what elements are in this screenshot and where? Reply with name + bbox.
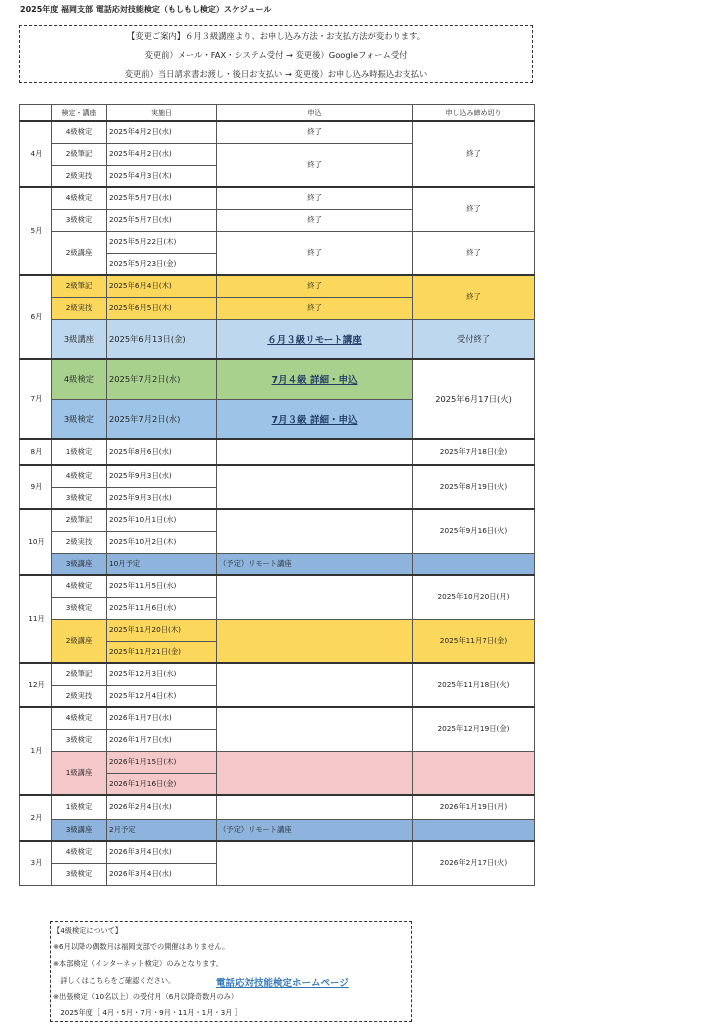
apply-cell: 終了 <box>217 297 413 319</box>
june-remote-course-link[interactable]: ６月３級リモート講座 <box>267 334 362 346</box>
exam-cell: 2級講座 <box>52 619 107 663</box>
apply-link-cell <box>217 359 413 399</box>
date-cell: 2026年1月15日(木) <box>107 751 217 773</box>
exam-cell: 3級講座 <box>52 819 107 841</box>
date-cell: 2025年4月2日(水) <box>107 143 217 165</box>
apply-cell <box>217 707 413 751</box>
exam-cell: 1級講座 <box>52 751 107 795</box>
date-cell: 2025年6月5日(木) <box>107 297 217 319</box>
exam-cell: 4級検定 <box>52 187 107 209</box>
deadline-cell: 2025年6月17日(火) <box>413 359 535 439</box>
header-cell: 実施日 <box>107 105 217 122</box>
table-header <box>20 105 535 122</box>
info-line: ※出張検定（10名以上）の受付月（6月以降奇数月のみ） <box>53 992 239 1001</box>
apply-link-cell <box>217 319 413 359</box>
info-line: 【4級検定について】 <box>53 926 123 935</box>
info-line: ※本部検定（インターネット検定）のみとなります。 <box>53 959 224 968</box>
deadline-cell: 2025年11月18日(火) <box>413 663 535 707</box>
apply-cell: 終了 <box>217 143 413 187</box>
notice-line: 変更前）メール・FAX・システム受付 → 変更後）Googleフォーム受付 <box>144 50 408 60</box>
table-row <box>20 841 535 863</box>
deadline-cell <box>413 751 535 795</box>
apply-cell: 終了 <box>217 187 413 209</box>
schedule-table <box>19 104 535 886</box>
date-cell: 2025年10月1日(水) <box>107 509 217 531</box>
apply-link-cell <box>217 399 413 439</box>
deadline-cell: 2025年10月20日(月) <box>413 575 535 619</box>
apply-cell: （予定）リモート講座 <box>217 819 413 841</box>
exam-cell: 2級講座 <box>52 231 107 275</box>
header-cell: 検定・講座 <box>52 105 107 122</box>
table-row <box>20 187 535 209</box>
deadline-cell: 2025年8月19日(火) <box>413 465 535 509</box>
month-cell: 12月 <box>20 663 52 707</box>
apply-cell <box>217 841 413 885</box>
date-cell: 2025年4月2日(水) <box>107 121 217 143</box>
header-cell: 申し込み締め切り <box>413 105 535 122</box>
deadline-cell: 終了 <box>413 187 535 231</box>
deadline-cell: 2026年1月19日(月) <box>413 795 535 819</box>
date-cell: 2025年7月2日(水) <box>107 359 217 399</box>
exam-cell: 3級検定 <box>52 209 107 231</box>
apply-cell <box>217 465 413 509</box>
date-cell: 2026年1月7日(水) <box>107 729 217 751</box>
deadline-cell: 受付終了 <box>413 319 535 359</box>
deadline-cell: 終了 <box>413 275 535 319</box>
month-cell: 9月 <box>20 465 52 509</box>
exam-cell: 3級検定 <box>52 863 107 885</box>
exam-cell: 4級検定 <box>52 121 107 143</box>
deadline-cell: 終了 <box>413 121 535 187</box>
date-cell: 2025年6月13日(金) <box>107 319 217 359</box>
deadline-cell: 終了 <box>413 231 535 275</box>
exam-cell: 3級講座 <box>52 319 107 359</box>
notice-line: 変更前）当日請求書お渡し・後日お支払い → 変更後）お申し込み時振込お支払い <box>124 69 428 79</box>
exam-cell: 2級実技 <box>52 685 107 707</box>
exam-cell: 1級検定 <box>52 795 107 819</box>
month-cell: 7月 <box>20 359 52 439</box>
date-cell: 2026年3月4日(水) <box>107 863 217 885</box>
exam-cell: 4級検定 <box>52 465 107 487</box>
apply-cell <box>217 509 413 553</box>
date-cell: 2025年11月5日(水) <box>107 575 217 597</box>
month-cell: 5月 <box>20 187 52 275</box>
table-row <box>20 751 535 773</box>
deadline-cell: 2025年12月19日(金) <box>413 707 535 751</box>
table-row <box>20 319 535 359</box>
exam-cell: 4級検定 <box>52 707 107 729</box>
date-cell: 2025年8月6日(水) <box>107 439 217 465</box>
header-cell: 申込 <box>217 105 413 122</box>
table-row <box>20 707 535 729</box>
table-row <box>20 819 535 841</box>
date-cell: 2025年4月3日(木) <box>107 165 217 187</box>
month-cell: 8月 <box>20 439 52 465</box>
date-cell: 2025年9月3日(水) <box>107 465 217 487</box>
exam-cell: 2級筆記 <box>52 509 107 531</box>
table-row <box>20 619 535 641</box>
month-cell: 10月 <box>20 509 52 575</box>
exam-cell: 2級筆記 <box>52 663 107 685</box>
table-row <box>20 121 535 143</box>
exam-cell: 3級検定 <box>52 597 107 619</box>
deadline-cell: 2026年2月17日(火) <box>413 841 535 885</box>
table-row <box>20 231 535 253</box>
july-level4-apply-link[interactable]: 7月４級 詳細・申込 <box>271 375 358 387</box>
exam-cell: 2級実技 <box>52 531 107 553</box>
info-line: ※6月以降の偶数月は福岡支部での開催はありません。 <box>53 942 230 951</box>
deadline-cell: 2025年11月7日(金) <box>413 619 535 663</box>
date-cell: 2025年5月7日(水) <box>107 209 217 231</box>
date-cell: 2025年5月23日(金) <box>107 253 217 275</box>
date-cell: 2026年2月4日(水) <box>107 795 217 819</box>
date-cell: 2025年5月22日(木) <box>107 231 217 253</box>
apply-cell <box>217 439 413 465</box>
month-cell: 3月 <box>20 841 52 885</box>
apply-cell <box>217 619 413 663</box>
exam-cell: 3級講座 <box>52 553 107 575</box>
level4-info-box <box>50 921 412 1022</box>
date-cell: 2026年3月4日(水) <box>107 841 217 863</box>
page-title: 2025年度 福岡支部 電話応対技能検定（もしもし検定）スケジュール <box>20 5 272 14</box>
info-line: 詳しくはこちらをご確認ください。 <box>53 976 176 985</box>
date-cell: 2026年1月16日(金) <box>107 773 217 795</box>
date-cell: 2025年7月2日(水) <box>107 399 217 439</box>
exam-cell: 2級筆記 <box>52 143 107 165</box>
date-cell: 2025年12月3日(水) <box>107 663 217 685</box>
apply-cell: 終了 <box>217 231 413 275</box>
table-row <box>20 795 535 819</box>
exam-cell: 3級検定 <box>52 399 107 439</box>
date-cell: 2025年6月4日(木) <box>107 275 217 297</box>
exam-cell: 2級実技 <box>52 297 107 319</box>
month-cell: 2月 <box>20 795 52 841</box>
table-row <box>20 275 535 297</box>
deadline-cell: 2025年9月16日(火) <box>413 509 535 553</box>
apply-cell: 終了 <box>217 275 413 297</box>
date-cell: 10月予定 <box>107 553 217 575</box>
apply-cell: （予定）リモート講座 <box>217 553 413 575</box>
date-cell: 2月予定 <box>107 819 217 841</box>
date-cell: 2025年11月20日(木) <box>107 619 217 641</box>
date-cell: 2025年10月2日(木) <box>107 531 217 553</box>
date-cell: 2026年1月7日(水) <box>107 707 217 729</box>
exam-cell: 3級検定 <box>52 729 107 751</box>
table-row <box>20 553 535 575</box>
apply-cell <box>217 575 413 619</box>
apply-cell <box>217 663 413 707</box>
apply-cell: 終了 <box>217 209 413 231</box>
table-row <box>20 465 535 487</box>
info-line: 2025年度［ 4月・5月・7月・9月・11月・1月・3月 ］ <box>53 1008 242 1017</box>
date-cell: 2025年11月21日(金) <box>107 641 217 663</box>
table-row <box>20 663 535 685</box>
apply-cell <box>217 751 413 795</box>
date-cell: 2025年9月3日(水) <box>107 487 217 509</box>
table-row <box>20 509 535 531</box>
change-notice <box>19 25 533 83</box>
table-row <box>20 575 535 597</box>
apply-cell: 終了 <box>217 121 413 143</box>
table-row <box>20 359 535 399</box>
exam-cell: 4級検定 <box>52 841 107 863</box>
apply-cell <box>217 795 413 819</box>
month-cell: 11月 <box>20 575 52 663</box>
july-level3-apply-link[interactable]: 7月３級 詳細・申込 <box>271 414 358 426</box>
month-cell: 6月 <box>20 275 52 359</box>
date-cell: 2025年11月6日(水) <box>107 597 217 619</box>
deadline-cell <box>413 553 535 575</box>
exam-cell: 4級検定 <box>52 359 107 399</box>
deadline-cell <box>413 819 535 841</box>
exam-cell: 3級検定 <box>52 487 107 509</box>
month-cell: 4月 <box>20 121 52 187</box>
date-cell: 2025年5月7日(水) <box>107 187 217 209</box>
table-row <box>20 439 535 465</box>
header-cell <box>20 105 52 122</box>
deadline-cell: 2025年7月18日(金) <box>413 439 535 465</box>
date-cell: 2025年12月4日(木) <box>107 685 217 707</box>
exam-cell: 2級実技 <box>52 165 107 187</box>
homepage-link[interactable]: 電話応対技能検定ホームページ <box>216 978 349 989</box>
notice-line: 【変更ご案内】６月３級講座より、お申し込み方法・お支払方法が変わります。 <box>126 31 426 41</box>
exam-cell: 4級検定 <box>52 575 107 597</box>
month-cell: 1月 <box>20 707 52 795</box>
exam-cell: 1級検定 <box>52 439 107 465</box>
exam-cell: 2級筆記 <box>52 275 107 297</box>
